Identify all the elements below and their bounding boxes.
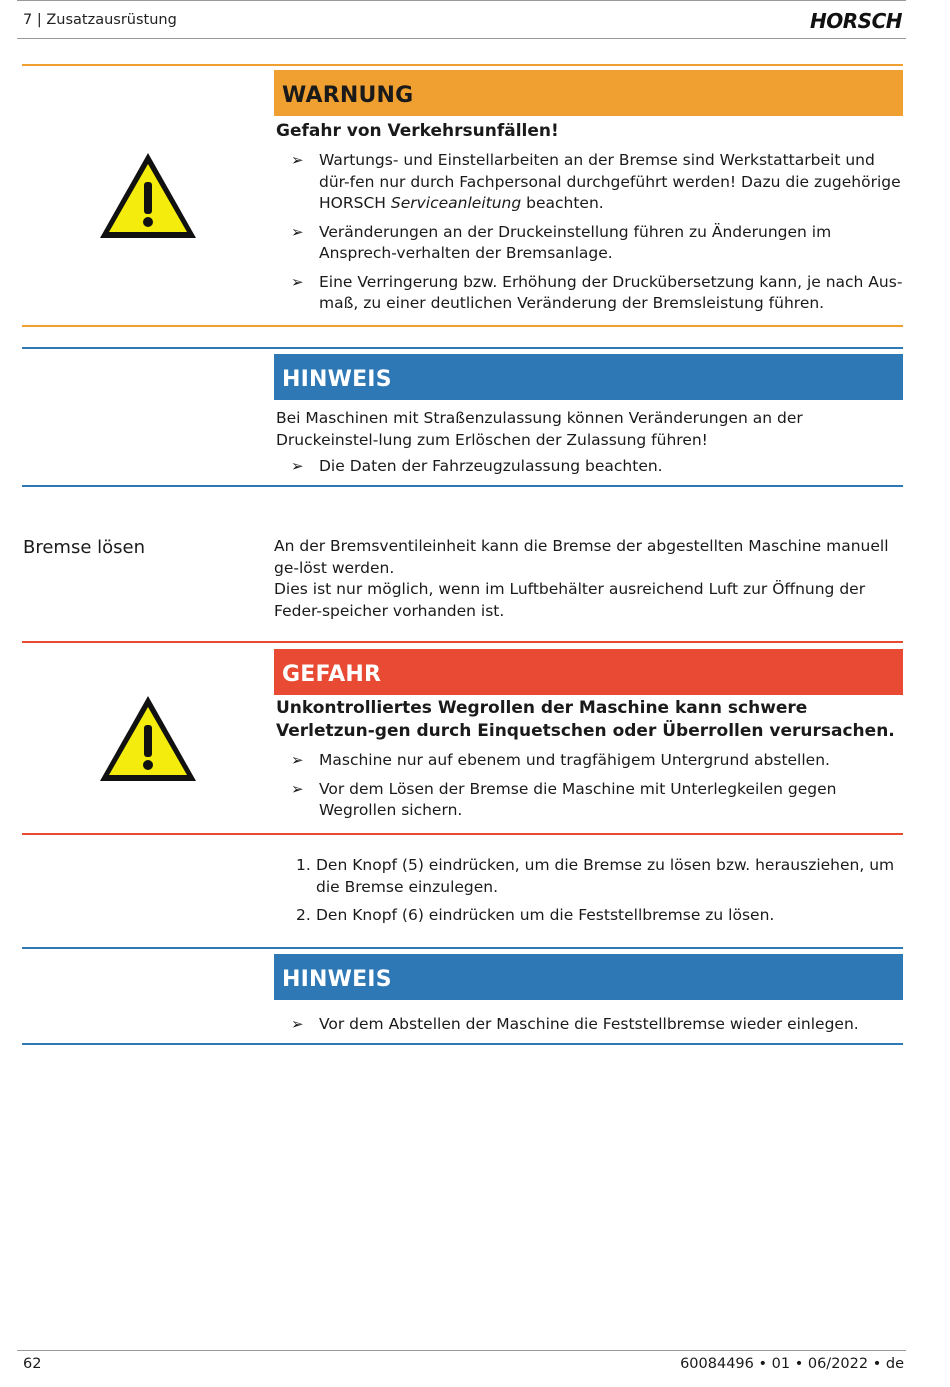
release-description: An der Bremsventileinheit kann die Bremse der abgestellten Maschine manuell ge-löst werden. Dies ist nur möglich, wenn im Luftbehälter ausreichend Luft zur Öffnung der Feder-speicher vorhanden ist. [274,537,889,620]
note1-content [276,408,903,478]
section-label: Bremse lösen [23,537,146,558]
danger-top-rule [22,641,903,643]
page-footer [17,1350,906,1372]
page-number: 62 [23,1356,42,1372]
chapter-title: 7 | Zusatzausrüstung [23,12,177,28]
danger-section [22,641,903,837]
note1-bottom-rule [22,485,903,487]
note-section-1 [22,347,903,489]
note1-text: Bei Maschinen mit Straßenzulassung können Veränderungen an der Druckeinstel-lung zum Erlöschen der Zulassung führen! [276,409,803,449]
note2-content [276,1007,903,1036]
list-item: ➢ Eine Verringerung bzw. Erhöhung der Druckübersetzung kann, je nach Aus-maß, zu einer deutlichen Veränderung der Bremsleistung führen. [291,272,903,312]
warning-bottom-rule [22,325,903,327]
warning-triangle-icon [97,693,199,785]
note2-banner: HINWEIS [274,954,903,1000]
warning-section [22,64,903,328]
arrow-bullet-icon: ➢ [291,222,304,241]
list-item: ➢ Die Daten der Fahrzeugzulassung beachten. [276,456,903,478]
note2-bullet-list [276,1014,903,1036]
list-item: ➢ Veränderungen an der Druckeinstellung führen zu Änderungen im Ansprech-verhalten der Bremsanlage. [291,222,832,262]
warning-content [276,120,903,315]
page-header [17,0,906,39]
instruction-steps [296,855,901,934]
list-item: 2. Den Knopf (6) eindrücken um die Feststellbremse zu lösen. [296,906,775,924]
list-item: 1. Den Knopf (5) eindrücken, um die Bremse zu lösen bzw. herausziehen, um die Bremse einzulegen. [296,856,895,896]
list-item: ➢ Vor dem Abstellen der Maschine die Feststellbremse wieder einlegen. [276,1014,903,1036]
note-section-2 [22,947,903,1047]
warning-heading: Gefahr von Verkehrsunfällen! [276,121,559,141]
warning-banner: WARNUNG [274,70,903,116]
warning-bullet-list [276,150,903,315]
danger-bottom-rule [22,833,903,835]
warning-triangle-icon [97,150,199,242]
list-item: ➢ Maschine nur auf ebenem und tragfähigem Untergrund abstellen. [276,750,903,772]
arrow-bullet-icon: ➢ [291,751,304,769]
note2-bottom-rule [22,1043,903,1045]
note1-top-rule [22,347,903,349]
danger-heading: Unkontrolliertes Wegrollen der Maschine kann schwere Verletzun-gen durch Einquetschen oder Überrollen verursachen. [276,698,895,741]
arrow-bullet-icon: ➢ [291,457,304,475]
note1-bullet-list [276,456,903,478]
note1-banner: HINWEIS [274,354,903,400]
danger-content [276,697,903,822]
list-item: ➢ Wartungs- und Einstellarbeiten an der Bremse sind Werkstattarbeit und dür-fen nur durch Fachpersonal durchgeführt werden! Dazu die zugehörige HORSCH Serviceanleitung beachten. [291,151,901,212]
arrow-bullet-icon: ➢ [291,151,304,169]
list-item: ➢ Vor dem Lösen der Bremse die Maschine mit Unterlegkeilen gegen Wegrollen sichern. [291,779,837,819]
horsch-logo: HORSCH [810,9,902,33]
arrow-bullet-icon: ➢ [291,272,304,291]
warning-top-rule [22,64,903,66]
document-reference: 60084496 • 01 • 06/2022 • de [680,1356,904,1372]
arrow-bullet-icon: ➢ [291,779,304,798]
danger-bullet-list [276,750,903,822]
note2-top-rule [22,947,903,949]
danger-banner: GEFAHR [274,649,903,695]
arrow-bullet-icon: ➢ [291,1015,304,1033]
